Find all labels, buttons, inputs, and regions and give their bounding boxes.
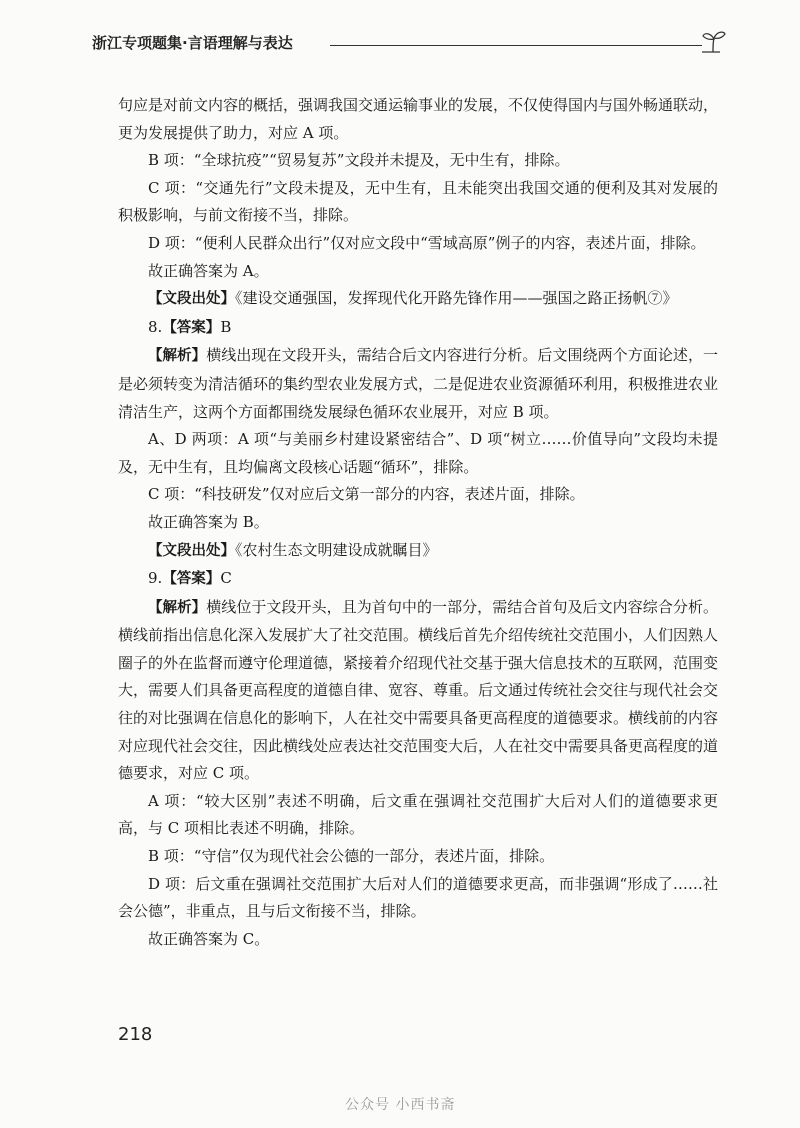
source-citation: 【文段出处】《农村生态文明建设成就瞩目》 [148,540,438,559]
header-rule [330,45,702,46]
source-tag: 【文段出处】 [148,291,235,308]
answer-letter: C [220,569,232,588]
question-number: 8. [148,317,163,336]
answer-letter: B [220,317,232,336]
paragraph: A 项：“较大区别”表述不明确，后文重在强调社交范围扩大后对人们的道德要求更高，与 C 项相比表述不明确，排除。 [118,791,718,838]
answer-tag: 【答案】 [162,319,221,336]
paragraph: 句应是对前文内容的概括，强调我国交通运输事业的发展，不仅使得国内与国外畅通联动，更为发展提供了助力，对应 A 项。 [118,96,719,142]
source-citation: 【文段出处】《建设交通强国，发挥现代化开路先锋作用——强国之路正扬帆⑦》 [148,289,678,308]
watermark: 公众号 小西书斋 [345,1097,456,1113]
answer-conclusion: 故正确答案为 C。 [148,929,270,948]
paragraph: D 项：后文重在强调社交范围扩大后对人们的道德要求更高，而非强调“形成了……社会公德”，非重点，且与后文衔接不当，排除。 [118,874,718,921]
source-tag: 【文段出处】 [148,542,235,559]
answer-heading [118,314,718,343]
question-number: 9. [148,569,163,588]
paragraph: B 项：“守信”仅为现代社会公德的一部分，表述片面，排除。 [148,847,555,866]
answer-tag: 【答案】 [162,571,221,588]
answer-conclusion: 故正确答案为 B。 [148,512,269,531]
paragraph: B 项：“全球抗疫”“贸易复苏”文段并未提及，无中生有，排除。 [148,151,570,170]
page-number: 218 [118,1024,153,1045]
header-title: 浙江专项题集·言语理解与表达 [92,34,293,52]
paragraph: C 项：“交通先行”文段未提及，无中生有，且未能突出我国交通的便利及其对发展的积极影响，与前文衔接不当，排除。 [118,178,718,225]
analysis-tag: 【解析】 [148,599,207,616]
answer-heading [118,565,718,594]
answer-explanations [118,92,718,953]
analysis-paragraph: 【解析】横线出现在文段开头，需结合后文内容进行分析。后文围绕两个方面论述，一是必须转变为清洁循环的集约型农业发展方式，二是促进农业资源循环利用，积极推进农业清洁生产，这两个方面都围绕发展绿色循环农业展开，对应 B 项。 [118,346,719,421]
paragraph: D 项：“便利人民群众出行”仅对应文段中“雪域高原”例子的内容，表述片面，排除。 [148,233,706,252]
answer-conclusion: 故正确答案为 A。 [148,261,269,280]
paragraph: C 项：“科技研发”仅对应后文第一部分的内容，表述片面，排除。 [148,485,585,504]
analysis-tag: 【解析】 [148,348,207,365]
paragraph: A、D 两项：A 项“与美丽乡村建设紧密结合”、D 项“树立……价值导向”文段均未提及，无中生有，且均偏离文段核心话题“循环”，排除。 [118,430,718,476]
running-header [92,28,732,60]
sprout-icon [698,28,728,56]
analysis-paragraph: 【解析】横线位于文段开头，且为首句中的一部分，需结合首句及后文内容综合分析。横线前指出信息化深入发展扩大了社交范围。横线后首先介绍传统社交范围小，人们因熟人圈子的外在监督而遵守伦理道德，紧接着介绍现代社交基于强大信息技术的互联网，范围变大，需要人们具备更高程度的道德自律、宽容、尊重。后文通过传统社会交往与现代社会交往的对比强调在信息化的影响下，人在社交中需要具备更高程度的道德要求。横线前的内容对应现代社会交往，因此横线处应表达社交范围变大后，人在社交中需要具备更高程度的道德要求，对应 C 项。 [118,597,719,783]
